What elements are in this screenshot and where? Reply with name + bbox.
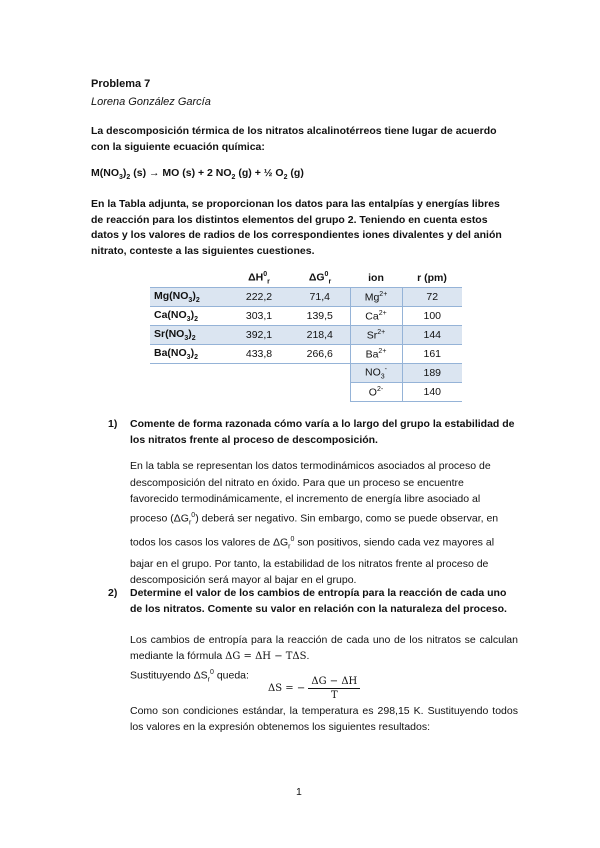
question-number: 2) — [108, 587, 118, 599]
answer-2-conditions: Como son condiciones estándar, la temperatura es 298,15 K. Sustituyendo todos los valores en la expresión obtenemos los siguientes resultados: — [130, 705, 518, 733]
blank-cell — [290, 364, 350, 383]
header-blank — [150, 269, 228, 288]
problem-title: Problema 7 — [91, 78, 151, 90]
radius-cell: 161 — [402, 345, 462, 364]
dg-cell: 266,6 — [290, 345, 350, 364]
table-intro-paragraph: En la Tabla adjunta, se proporcionan los datos para las entalpías y energías libres de reacción para los distintos elementos del grupo 2. Teniendo en cuenta estos datos y los valores de radios de los correspondientes iones divalentes y del anión nitrato, conteste a las siguientes cuestiones. — [91, 198, 502, 257]
dh-cell: 433,8 — [228, 345, 290, 364]
question-2 — [108, 586, 518, 617]
blank-cell — [228, 383, 290, 402]
radius-cell: 189 — [402, 364, 462, 383]
header-radius: r (pm) — [402, 269, 462, 288]
dh-cell: 392,1 — [228, 326, 290, 345]
blank-cell — [150, 364, 228, 383]
ion-cell: $Ba^{2+}$ — [350, 345, 402, 364]
ion-cell: $Ca^{2+}$ — [350, 307, 402, 326]
intro-paragraph: La descomposición térmica de los nitratos alcalinotérreos tiene lugar de acuerdo con la siguiente ecuación química: — [91, 125, 497, 153]
ion-cell: $O^{2-}$ — [350, 383, 402, 402]
blank-cell — [150, 383, 228, 402]
entropy-equation: ΔS = − $\frac{\Delta G - \Delta H}{T}$ — [268, 676, 360, 701]
question-text: Comente de forma razonada cómo varía a lo largo del grupo la estabilidad de los nitratos frente al proceso de descomposición. — [130, 418, 515, 446]
blank-cell — [228, 364, 290, 383]
compound-cell: $Sr(NO_3)_2$ — [150, 326, 228, 345]
dh-cell: 222,2 — [228, 288, 290, 307]
table-row — [150, 345, 462, 364]
question-text: Determine el valor de los cambios de entropía para la reacción de cada uno de los nitratos. Comente su valor en relación con la naturaleza del proceso. — [130, 587, 507, 615]
compound-cell: $Ca(NO_3)_2$ — [150, 307, 228, 326]
chemical-equation: $M(NO_3)_2$ (s) → MO (s) + 2 $NO_2$ (g) + ½ $O_2$ (g) — [91, 167, 304, 182]
answer-2-intro: Los cambios de entropía para la reacción de cada uno de los nitratos se calculan mediante la fórmula ΔG = ΔH − TΔS. Sustituyendo $\Delta S_r^0$ queda: — [130, 634, 518, 684]
author-name: Lorena González García — [91, 96, 211, 108]
header-dg: $\Delta G^0_r$ — [290, 269, 350, 288]
table-row — [150, 364, 462, 383]
radius-cell: 140 — [402, 383, 462, 402]
thermo-data-table — [150, 269, 462, 402]
compound-cell: $Mg(NO_3)_2$ — [150, 288, 228, 307]
equation-fraction: $\frac{\Delta G - \Delta H}{T}$ — [308, 676, 360, 701]
answer-1: En la tabla se representan los datos termodinámicos asociados al proceso de descomposición del nitrato en óxido. Para que un proceso se encuentre favorecido termodinámicamente, el incremento de energía libre asociado al proceso $(\Delta G_r^0)$ deberá ser negativo. Sin embargo, como se puede observar, en todos los casos los valores de $\Delta G_r^0$ son positivos, siendo cada vez mayores al bajar en el grupo. Por tanto, la estabilidad de los nitratos frente al proceso de descomposición será mayor al bajar en el grupo. — [130, 460, 499, 587]
blank-cell — [290, 383, 350, 402]
page-number: 1 — [296, 786, 302, 798]
radius-cell: 72 — [402, 288, 462, 307]
ion-cell: $NO_3^-$ — [350, 364, 402, 383]
radius-cell: 144 — [402, 326, 462, 345]
question-number: 1) — [108, 418, 118, 430]
dg-cell: 139,5 — [290, 307, 350, 326]
header-dh: $\Delta H^0_r$ — [228, 269, 290, 288]
radius-cell: 100 — [402, 307, 462, 326]
compound-cell: $Ba(NO_3)_2$ — [150, 345, 228, 364]
dg-cell: 218,4 — [290, 326, 350, 345]
header-ion: ion — [350, 269, 402, 288]
table-row — [150, 307, 462, 326]
dh-cell: 303,1 — [228, 307, 290, 326]
table-row — [150, 383, 462, 402]
table-row — [150, 326, 462, 345]
ion-cell: $Mg^{2+}$ — [350, 288, 402, 307]
table-row — [150, 288, 462, 307]
ion-cell: $Sr^{2+}$ — [350, 326, 402, 345]
dg-cell: 71,4 — [290, 288, 350, 307]
question-1 — [108, 417, 518, 448]
gibbs-formula: ΔG = ΔH − TΔS — [225, 651, 307, 662]
